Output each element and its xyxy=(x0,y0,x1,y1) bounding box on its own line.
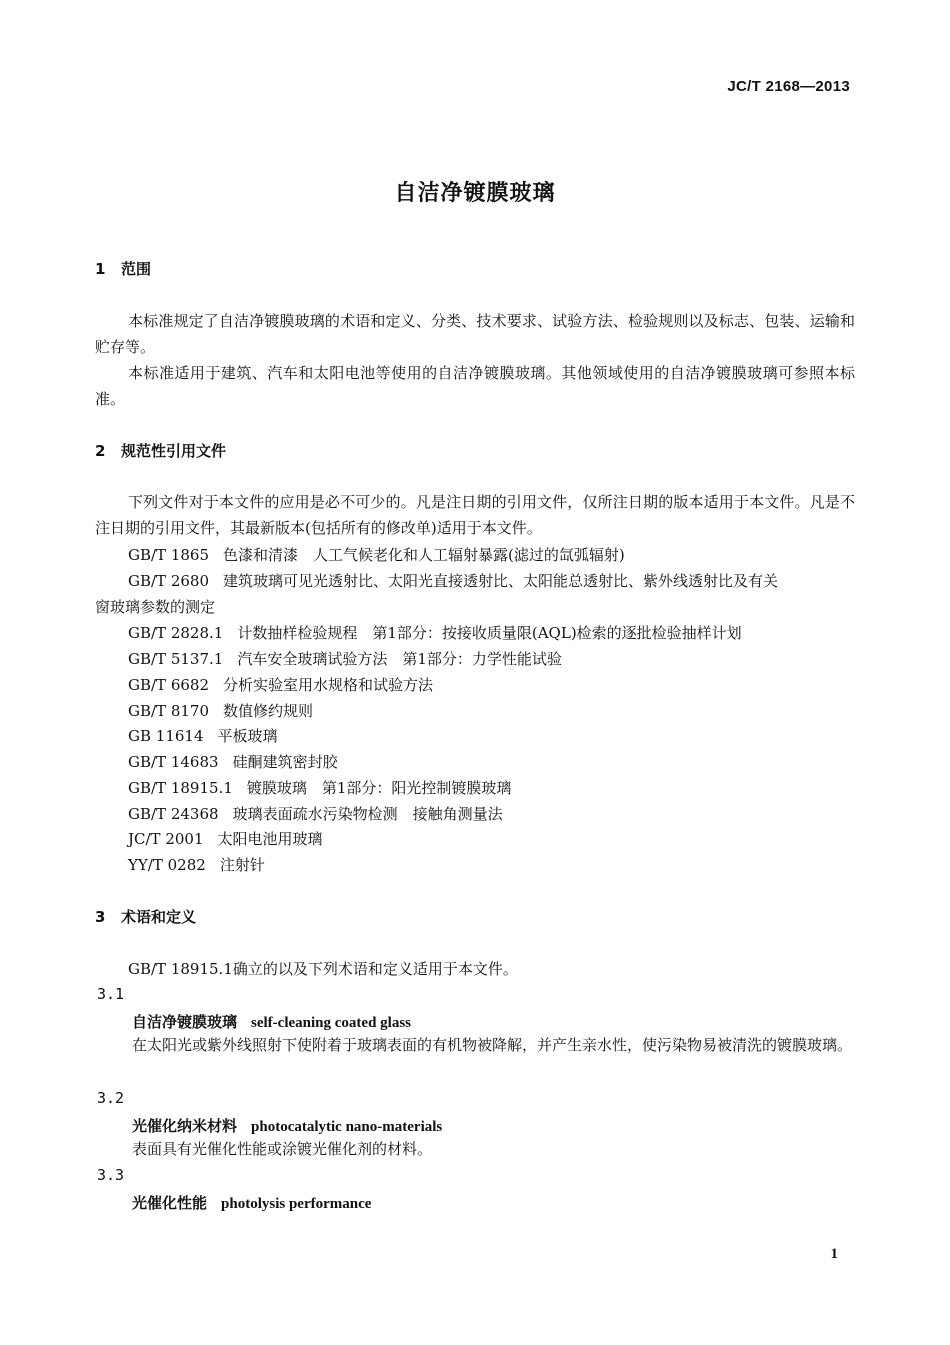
section-number: 2 xyxy=(95,442,106,460)
term-heading xyxy=(132,1115,442,1136)
reference-code: GB 11614 xyxy=(128,727,204,745)
reference-title: 注射针 xyxy=(219,856,265,874)
section-heading-2 xyxy=(95,440,226,461)
reference-item xyxy=(128,751,338,772)
section-number: 1 xyxy=(95,260,106,278)
term-heading xyxy=(132,1011,411,1032)
reference-item xyxy=(128,725,278,746)
clause-number: 3.1 xyxy=(97,985,125,1003)
reference-title: 硅酮建筑密封胶 xyxy=(232,753,338,771)
reference-code: YY/T 0282 xyxy=(128,856,206,874)
reference-item xyxy=(128,570,778,591)
reference-title: 玻璃表面疏水污染物检测 接触角测量法 xyxy=(232,805,503,823)
reference-title: 色漆和清漆 人工气候老化和人工辐射暴露(滤过的氙弧辐射) xyxy=(223,546,625,564)
reference-code: JC/T 2001 xyxy=(128,830,204,848)
reference-title: 汽车安全玻璃试验方法 第1部分：力学性能试验 xyxy=(237,650,562,668)
paragraph: 下列文件对于本文件的应用是必不可少的。凡是注日期的引用文件，仅所注日期的版本适用于本文件。凡是不注日期的引用文件，其最新版本(包括所有的修改单)适用于本文件。 xyxy=(95,493,855,537)
page-number: 1 xyxy=(830,1246,838,1262)
section-3-intro: GB/T 18915.1确立的以及下列术语和定义适用于本文件。 xyxy=(128,960,518,978)
reference-item xyxy=(128,648,562,669)
section-heading-1 xyxy=(95,258,151,279)
reference-title: 镀膜玻璃 第1部分：阳光控制镀膜玻璃 xyxy=(246,779,512,797)
reference-code: GB/T 18915.1 xyxy=(128,779,233,797)
reference-item xyxy=(128,700,313,721)
reference-item xyxy=(128,622,742,643)
reference-item xyxy=(128,777,511,798)
section-number: 3 xyxy=(95,908,106,926)
page-title: 自洁净镀膜玻璃 xyxy=(394,181,556,206)
standard-code: JC/T 2168—2013 xyxy=(727,78,850,95)
reference-code: GB/T 5137.1 xyxy=(128,650,224,668)
section-heading-3 xyxy=(95,906,196,927)
section-1-body xyxy=(95,308,855,412)
reference-code: GB/T 14683 xyxy=(128,753,219,771)
reference-code: GB/T 1865 xyxy=(128,546,210,564)
paragraph: 本标准规定了自洁净镀膜玻璃的术语和定义、分类、技术要求、试验方法、检验规则以及标志、包装、运输和贮存等。 xyxy=(95,312,855,356)
term-definition xyxy=(95,1032,855,1058)
reference-item xyxy=(128,674,433,695)
reference-code: GB/T 8170 xyxy=(128,702,210,720)
section-title: 范围 xyxy=(121,260,152,278)
reference-title-continuation: 窗玻璃参数的测定 xyxy=(95,598,216,616)
term-en: photocatalytic nano-materials xyxy=(251,1119,443,1135)
reference-title: 太阳电池用玻璃 xyxy=(217,830,323,848)
section-title: 规范性引用文件 xyxy=(121,442,227,460)
reference-code: GB/T 24368 xyxy=(128,805,219,823)
reference-item xyxy=(128,828,323,849)
reference-item xyxy=(128,854,265,875)
reference-title: 分析实验室用水规格和试验方法 xyxy=(223,676,434,694)
paragraph: 本标准适用于建筑、汽车和太阳电池等使用的自洁净镀膜玻璃。其他领域使用的自洁净镀膜玻璃可参照本标准。 xyxy=(95,364,855,408)
term-en: self-cleaning coated glass xyxy=(251,1015,411,1031)
clause-number: 3.3 xyxy=(97,1166,125,1184)
term-zh: 自洁净镀膜玻璃 xyxy=(132,1013,238,1031)
clause-number: 3.2 xyxy=(97,1089,125,1107)
reference-title: 数值修约规则 xyxy=(223,702,314,720)
term-heading xyxy=(132,1192,371,1213)
section-2-intro xyxy=(95,489,855,541)
section-title: 术语和定义 xyxy=(121,908,197,926)
reference-title: 计数抽样检验规程 第1部分：按接收质量限(AQL)检索的逐批检验抽样计划 xyxy=(237,624,742,642)
definition-text: 表面具有光催化性能或涂镀光催化剂的材料。 xyxy=(132,1140,433,1158)
definition-text: 在太阳光或紫外线照射下使附着于玻璃表面的有机物被降解，并产生亲水性，使污染物易被清洗的镀膜玻璃。 xyxy=(132,1036,853,1054)
reference-title: 建筑玻璃可见光透射比、太阳光直接透射比、太阳能总透射比、紫外线透射比及有关 xyxy=(223,572,779,590)
term-en: photolysis performance xyxy=(221,1196,372,1212)
reference-code: GB/T 2680 xyxy=(128,572,210,590)
term-zh: 光催化性能 xyxy=(132,1194,208,1212)
reference-title: 平板玻璃 xyxy=(217,727,278,745)
term-definition xyxy=(95,1136,855,1162)
reference-code: GB/T 2828.1 xyxy=(128,624,224,642)
reference-item xyxy=(128,803,503,824)
reference-item xyxy=(128,544,625,565)
term-zh: 光催化纳米材料 xyxy=(132,1117,238,1135)
reference-code: GB/T 6682 xyxy=(128,676,210,694)
